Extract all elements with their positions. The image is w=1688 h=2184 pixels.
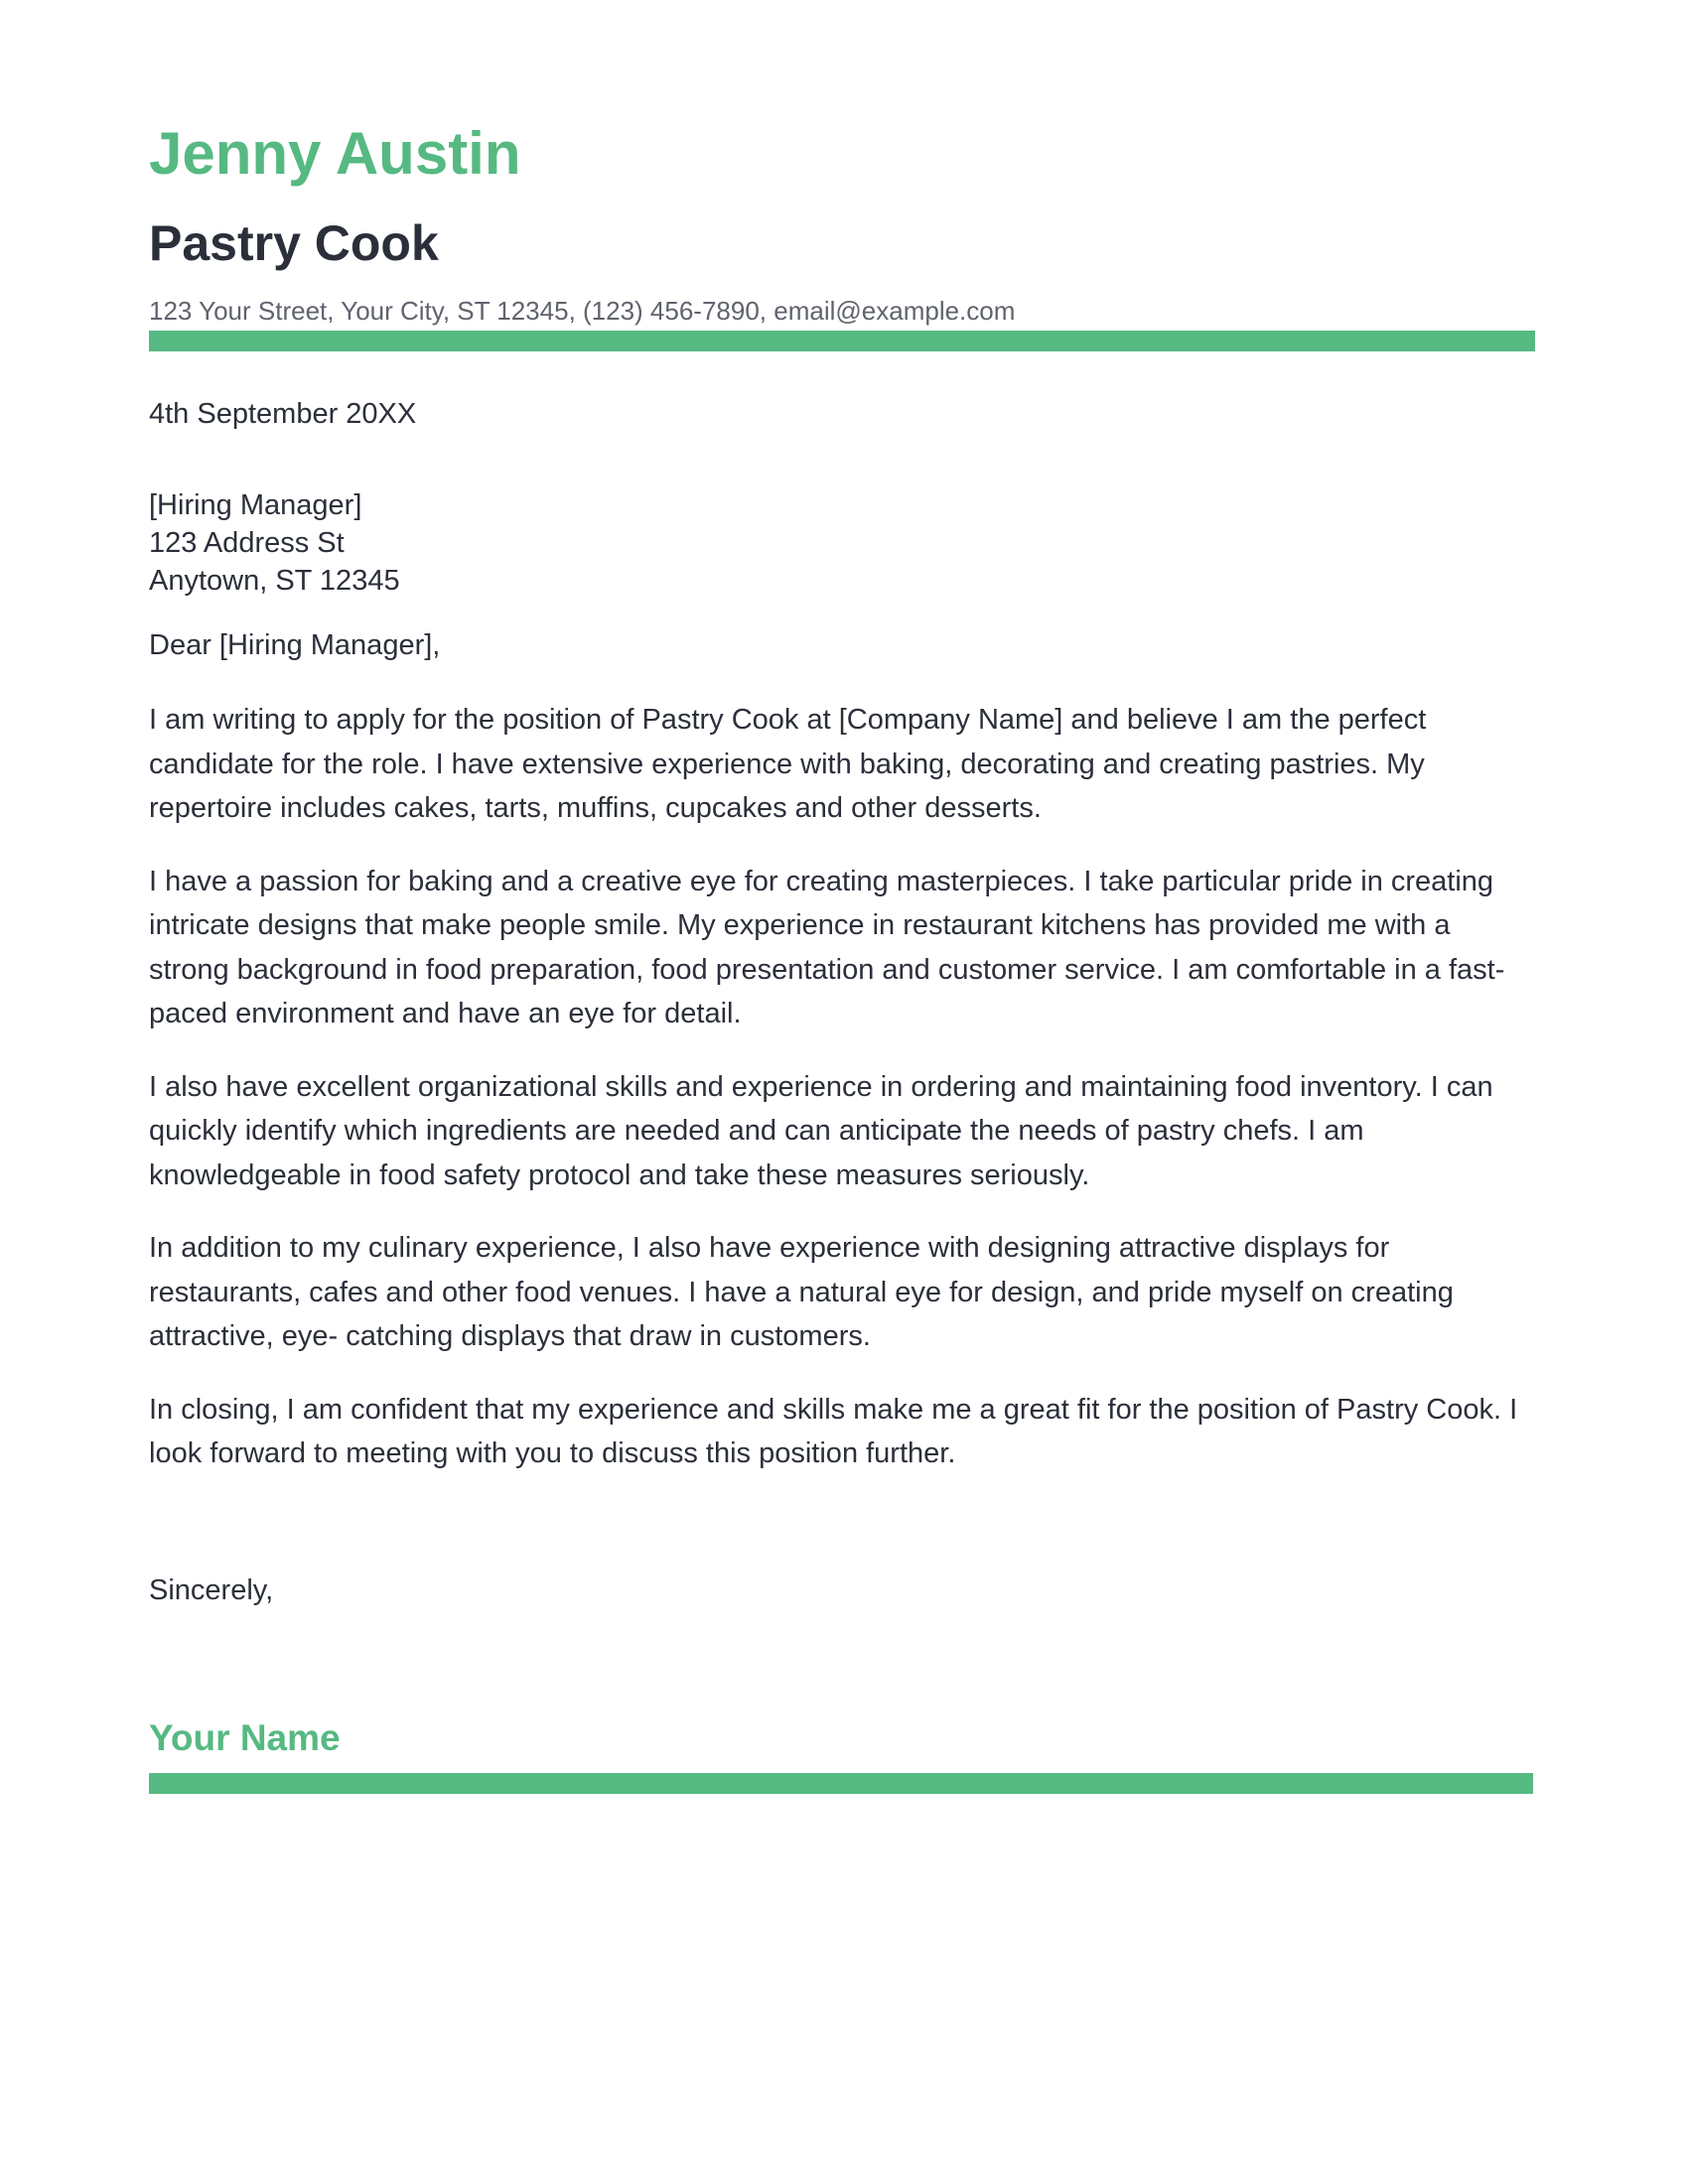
- body-paragraph: I also have excellent organizational skills and experience in ordering and maintaining food inventory. I can quickly identify which ingredients are needed and can anticipate the needs of pastry chefs. I am knowledgeable in food safety protocol and take these measures seriously.: [149, 1070, 1493, 1191]
- footer-divider: [149, 1773, 1533, 1794]
- body-paragraph: I have a passion for baking and a creative eye for creating masterpieces. I take particular pride in creating intricate designs that make people smile. My experience in restaurant kitchens has provided me with a strong background in food preparation, food presentation and customer service. I am comfortable in a fast- paced environment and have an eye for detail.: [149, 865, 1505, 1029]
- signature-name: Your Name: [149, 1717, 341, 1758]
- letter-date: 4th September 20XX: [149, 398, 417, 430]
- contact-info: 123 Your Street, Your City, ST 12345, (123) 456-7890, email@example.com: [149, 296, 1016, 326]
- body-paragraph: In closing, I am confident that my experience and skills make me a great fit for the position of Pastry Cook. I look forward to meeting with you to discuss this position further.: [149, 1393, 1518, 1469]
- letter-body: [149, 698, 1535, 1505]
- header-divider: [149, 331, 1535, 351]
- recipient-line: [Hiring Manager]: [149, 489, 362, 521]
- job-title: Pastry Cook: [149, 215, 439, 271]
- recipient-line: Anytown, ST 12345: [149, 565, 400, 597]
- closing: Sincerely,: [149, 1574, 274, 1606]
- recipient-line: 123 Address St: [149, 527, 345, 559]
- body-paragraph: In addition to my culinary experience, I also have experience with designing attractive displays for restaurants, cafes and other food venues. I have a natural eye for design, and pride myself on creating attractive, eye- catching displays that draw in customers.: [149, 1232, 1454, 1352]
- recipient-address: [149, 486, 400, 600]
- applicant-name: Jenny Austin: [149, 120, 521, 187]
- body-paragraph: I am writing to apply for the position of Pastry Cook at [Company Name] and believe I am the perfect candidate for the role. I have extensive experience with baking, decorating and creating pastries. My repertoire includes cakes, tarts, muffins, cupcakes and other desserts.: [149, 704, 1427, 824]
- salutation: Dear [Hiring Manager],: [149, 629, 441, 661]
